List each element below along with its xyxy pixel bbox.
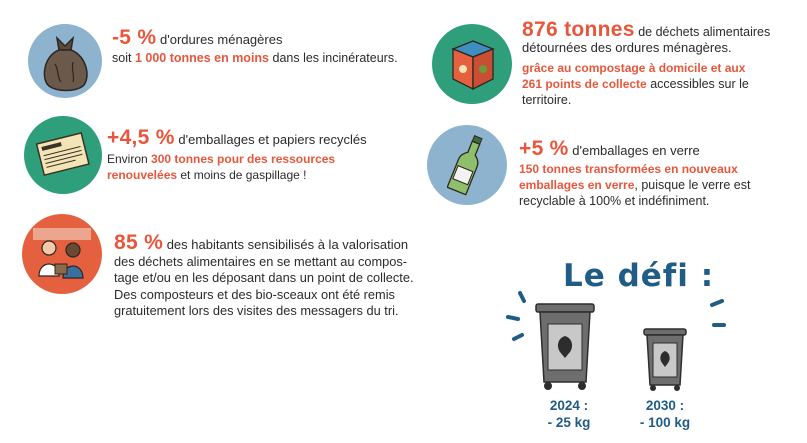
bin-2030-icon bbox=[641, 327, 689, 393]
stat-label: de déchets alimentaires bbox=[634, 25, 771, 39]
stat-highlight: emballages en verre bbox=[519, 178, 635, 192]
stat-highlight: 1 000 tonnes en moins bbox=[134, 51, 270, 65]
target-amount: - 100 kg bbox=[639, 415, 691, 430]
target-year: 2030 : bbox=[645, 398, 685, 413]
target-2024 bbox=[534, 397, 604, 431]
stat-value: -5 % bbox=[112, 26, 157, 49]
stat-highlight: 150 tonnes transformées en nouveaux bbox=[519, 162, 738, 176]
stat-text: recyclable à 100% et indéfiniment. bbox=[519, 194, 710, 208]
stat-line: des habitants sensibilisés à la valorisation bbox=[163, 237, 409, 252]
stat-line: des déchets alimentaires en se mettant au compos- bbox=[114, 253, 408, 269]
stat-text: soit bbox=[112, 51, 135, 65]
stat-label: d'emballages en verre bbox=[568, 143, 700, 158]
people-composting-icon bbox=[22, 214, 102, 294]
stat-value: +4,5 % bbox=[107, 126, 175, 149]
stat-highlight: renouvelées bbox=[107, 168, 178, 182]
stat-text: et moins de gaspillage ! bbox=[177, 168, 307, 182]
stat-line: tage et/ou en les déposant dans un point de collecte. bbox=[114, 270, 414, 285]
stat-text: , puisque le verre est bbox=[634, 178, 751, 192]
garbage-bag-icon bbox=[28, 24, 102, 98]
stat-value: 876 tonnes bbox=[522, 18, 635, 41]
stat-text: Environ bbox=[107, 152, 152, 166]
stat-text: accessibles sur le bbox=[646, 77, 749, 91]
stat-highlight: 261 points de collecte bbox=[522, 77, 647, 91]
stat-value: +5 % bbox=[519, 137, 569, 160]
challenge-title: Le défi : bbox=[563, 258, 715, 294]
stat-highlight: 300 tonnes pour des ressources bbox=[151, 152, 336, 166]
stat-value: 85 % bbox=[114, 231, 164, 254]
stat-text: territoire. bbox=[522, 93, 572, 107]
stat-line: gratuitement lors des visites des messagers du tri. bbox=[114, 303, 399, 318]
target-amount: - 25 kg bbox=[547, 415, 591, 430]
stat-text: dans les incinérateurs. bbox=[269, 51, 398, 65]
stat-label: d'emballages et papiers recyclés bbox=[174, 132, 367, 147]
stat-line: Des composteurs et des bio-sceaux ont été remis bbox=[114, 286, 395, 302]
target-year: 2024 : bbox=[549, 398, 589, 413]
compost-bin-icon bbox=[432, 24, 512, 104]
stat-highlight: grâce au compostage à domicile et aux bbox=[522, 61, 746, 75]
newspaper-icon bbox=[24, 116, 102, 194]
bin-2024-icon bbox=[532, 302, 598, 392]
glass-bottle-icon bbox=[427, 125, 507, 205]
target-2030 bbox=[630, 397, 700, 431]
stat-label: détournées des ordures ménagères. bbox=[522, 40, 732, 55]
stat-label: d'ordures ménagères bbox=[156, 32, 283, 47]
